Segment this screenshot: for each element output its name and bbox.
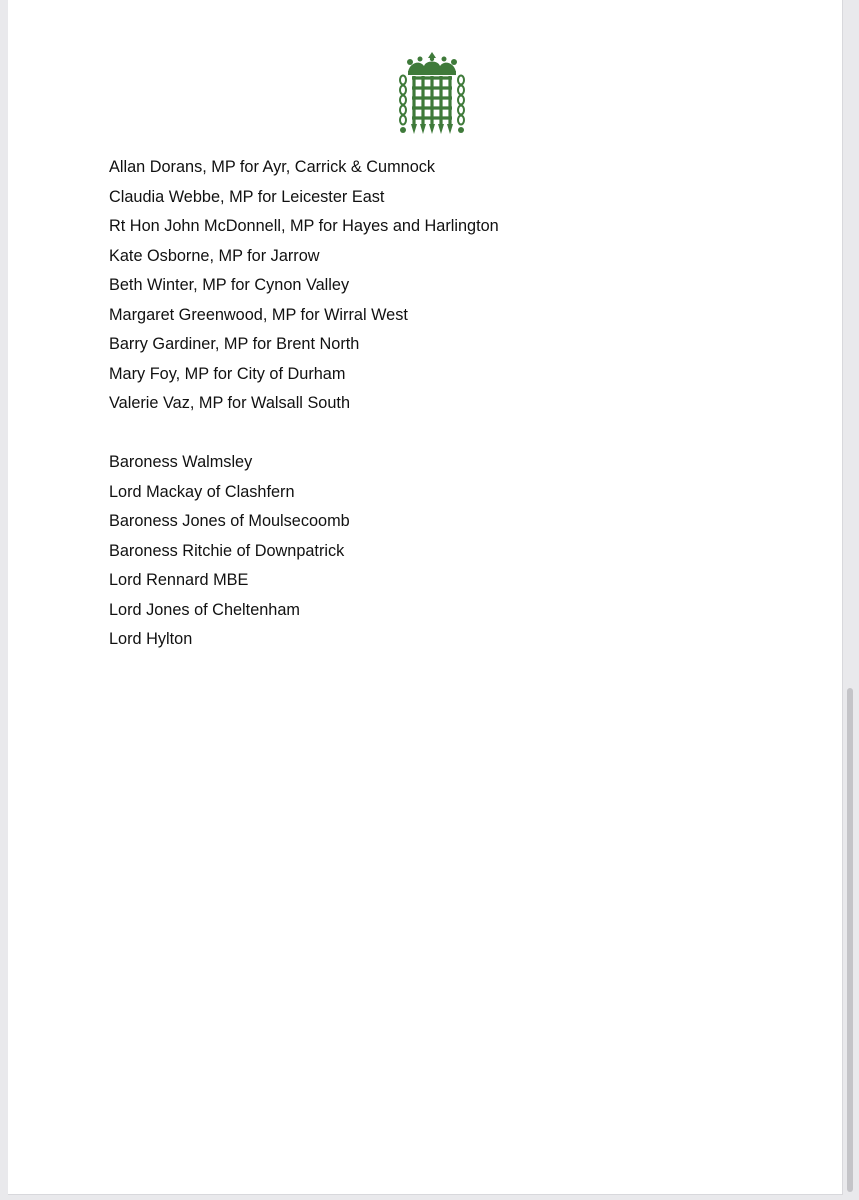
list-item: Allan Dorans, MP for Ayr, Carrick & Cumnock (109, 158, 436, 176)
portcullis-crest-icon (398, 50, 466, 138)
list-item: Baroness Walmsley (109, 453, 253, 471)
list-item: Margaret Greenwood, MP for Wirral West (109, 305, 408, 324)
list-item: Lord Jones of Cheltenham (109, 600, 300, 619)
mp-signatories-list (109, 153, 499, 419)
list-item: Lord Rennard MBE (109, 571, 249, 589)
list-item: Claudia Webbe, MP for Leicester East (109, 187, 385, 206)
list-item: Lord Mackay of Clashfern (109, 482, 295, 501)
document-page (8, 0, 843, 1195)
list-item: Rt Hon John McDonnell, MP for Hayes and Harlington (109, 217, 499, 235)
list-item: Baroness Ritchie of Downpatrick (109, 541, 345, 560)
list-item: Kate Osborne, MP for Jarrow (109, 246, 320, 265)
list-item: Lord Hylton (109, 630, 193, 648)
list-item: Baroness Jones of Moulsecoomb (109, 512, 350, 530)
list-item: Barry Gardiner, MP for Brent North (109, 335, 360, 353)
scrollbar-thumb[interactable] (847, 688, 853, 1192)
vertical-scrollbar[interactable] (847, 0, 855, 1194)
lords-signatories-list (109, 448, 350, 655)
list-item: Mary Foy, MP for City of Durham (109, 364, 346, 383)
list-item: Valerie Vaz, MP for Walsall South (109, 394, 350, 412)
list-item: Beth Winter, MP for Cynon Valley (109, 276, 350, 294)
